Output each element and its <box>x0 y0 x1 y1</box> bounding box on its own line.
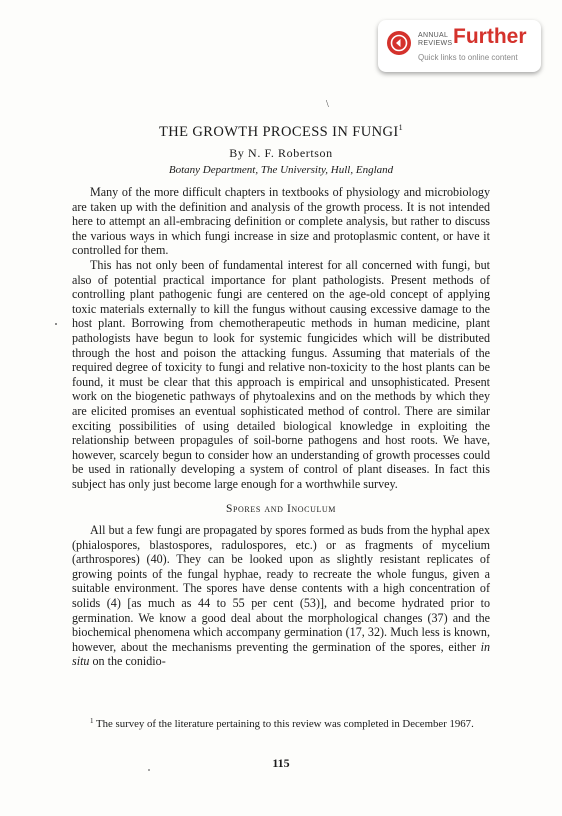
footnote-text: The survey of the literature pertaining to this review was completed in December 1967. <box>96 718 474 730</box>
section-heading <box>72 502 490 517</box>
stray-dot <box>55 323 57 325</box>
footnote <box>72 715 490 732</box>
author-name: N. F. Robertson <box>248 146 333 160</box>
badge-reviews-text: REVIEWS <box>418 40 453 47</box>
author-line <box>0 146 562 160</box>
badge-subtitle: Quick links to online content <box>418 53 518 62</box>
footnote-mark: 1 <box>90 717 94 725</box>
author-prefix: By <box>229 146 245 160</box>
paragraph-text: All but a few fungi are propagated by spores formed as buds from the hyphal apex (phialospores, blastospores, radulospores, etc.) or as fragments of mycelium (arthrospores) (40). They can be looked upon as slightly resistant replicates of growing points of the fungal hyphae, ready to recreate the whole fungus, given a suitable environment. The spores have dense contents with a high concentration of solids (4) [as much as 44 to 55 per cent (53)], and become hydrated prior to germination. We know a good deal about the morphological changes (37) and the biochemical phenomena which accompany germination (17, 32). Much less is known, however, about the mechanisms preventing the germination of the spores, either <box>72 523 490 654</box>
page-number: 115 <box>272 756 290 770</box>
badge-annual-text: ANNUAL <box>418 32 449 39</box>
stray-mark: \ <box>326 99 329 110</box>
paragraph: Many of the more difficult chapters in textbooks of physiology and microbiology are taken up with the definition and analysis of the growth process. It is not intended here to attempt an all-embracing definition or complete analysis, but rather to discuss the various ways in which fungi increase in size and protoplasmic content, or have it controlled for them. <box>72 185 490 258</box>
affiliation: Botany Department, The University, Hull, England <box>168 164 394 176</box>
title-footnote-mark[interactable]: 1 <box>398 123 403 132</box>
badge-brand: Further <box>453 25 527 48</box>
article-title <box>0 119 562 141</box>
paragraph-text: on the conidio- <box>89 654 166 669</box>
italic-term: in situ <box>72 639 490 669</box>
paragraph <box>72 523 490 669</box>
paragraph: This has not only been of fundamental interest for all concerned with fungi, but also of potential practical importance for plant pathologists. Present methods of controlling plant pathogenic fungi are centered on the age-old concept of applying toxic materials externally to kill the fungus without causing excessive damage to the host plant. Borrowing from chemotherapeutic methods in human medicine, plant pathologists have begun to look for systemic fungicides which will be distributed through the host and poison the attacking fungus. Assuming that materials of the required degree of toxicity to fungi and relative non-toxicity to the host plants can be found, it must be clear that this approach is empirical and unsophisticated. Present work on the biogenetic pathways of phytoalexins and on the methods by which they are elicited promises an eventual sophisticated method of control. There are similar exciting possibilities of using detailed biological knowledge in exploiting the relationship between propagules of soil-borne pathogens and host roots. We have, however, scarcely begun to consider how an understanding of growth processes could be used in rationally developing a system of control of plant diseases. In fact this subject has only just become large enough for a worthwhile survey. <box>72 257 490 491</box>
play-circle-icon <box>387 31 411 55</box>
section-heading-text: Spores and Inoculum <box>225 503 337 516</box>
annual-reviews-further-badge[interactable] <box>378 20 541 72</box>
article-body <box>72 185 490 669</box>
article-title-text: THE GROWTH PROCESS IN FUNGI <box>159 124 399 140</box>
